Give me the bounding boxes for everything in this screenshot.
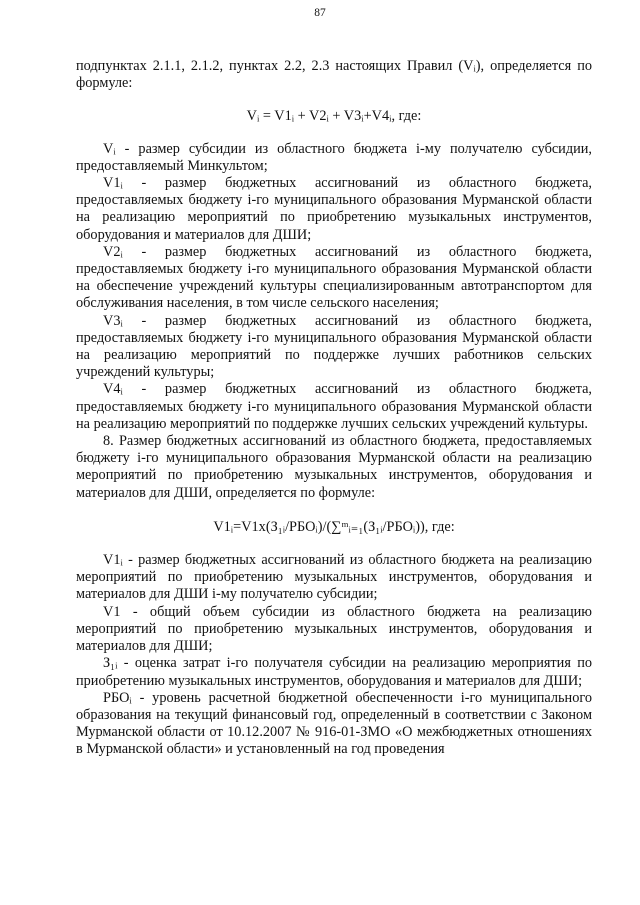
page-number: 87 bbox=[314, 7, 326, 19]
formula-total-subsidy: Vᵢ = V1ᵢ + V2ᵢ + V3ᵢ+V4ᵢ, где: bbox=[246, 108, 422, 125]
definition-z1i: З₁ᵢ - оценка затрат i-го получателя субсидии на реализацию мероприятия по приобретению музыкальных инструментов, оборудования и материалов для ДШИ; bbox=[76, 655, 592, 689]
definition-v1i: V1ᵢ - размер бюджетных ассигнований из областного бюджета, предоставляемых бюджету i-го муниципального образования Мурманской области на реализацию мероприятий по приобретению музыкальных инструментов, оборудования и материалов для ДШИ; bbox=[76, 175, 592, 243]
definition-v1i-recipient: V1ᵢ - размер бюджетных ассигнований из областного бюджета на реализацию мероприятий по приобретению музыкальных инструментов, оборудования и материалов для ДШИ i-му получателю субсидии; bbox=[76, 552, 592, 603]
definition-v4i: V4ᵢ - размер бюджетных ассигнований из областного бюджета, предоставляемых бюджету i-го муниципального образования Мурманской области на реализацию мероприятий по поддержке лучших сельских учреждений культуры. bbox=[76, 381, 592, 432]
definition-vi: Vᵢ - размер субсидии из областного бюджета i-му получателю субсидии, предоставляемый Минкультом; bbox=[76, 140, 592, 174]
formula-v1i: V1ᵢ=V1х(З₁ᵢ/РБОᵢ)/(∑ᵐᵢ₌₁(З₁ᵢ/РБОᵢ)), где: bbox=[213, 518, 455, 535]
definition-rboi: РБОᵢ - уровень расчетной бюджетной обеспеченности i-го муниципального образования на текущий финансовый год, определенный в соответствии с Законом Мурманской области от 10.12.2007 № 916-01-ЗМО «О межбюджетных отношениях в Мурманской области» и установленный на год проведения bbox=[76, 689, 592, 758]
definition-v1-total: V1 - общий объем субсидии из областного бюджета на реализацию мероприятий по приобретению музыкальных инструментов, оборудования и материалов для ДШИ; bbox=[76, 603, 592, 655]
paragraph-item-8: 8. Размер бюджетных ассигнований из областного бюджета, предоставляемых бюджету i-го муниципального образования Мурманской области на реализацию мероприятий по приобретению музыкальных инструментов, оборудования и материалов для ДШИ, определяется по формуле: bbox=[76, 433, 592, 501]
definition-v3i: V3ᵢ - размер бюджетных ассигнований из областного бюджета, предоставляемых бюджету i-го муниципального образования Мурманской области на реализацию мероприятий по поддержке лучших работников сельских учреждений культуры; bbox=[76, 312, 592, 381]
document-body bbox=[76, 58, 592, 759]
definition-v2i: V2ᵢ - размер бюджетных ассигнований из областного бюджета, предоставляемых бюджету i-го муниципального образования Мурманской области на обеспечение учреждений культуры специализированным автотранспортом для обслуживания населения, в том числе сельского населения; bbox=[76, 243, 592, 312]
paragraph-intro-continuation: подпунктах 2.1.1, 2.1.2, пунктах 2.2, 2.3 настоящих Правил (Vᵢ), определяется по формуле: bbox=[76, 58, 592, 92]
